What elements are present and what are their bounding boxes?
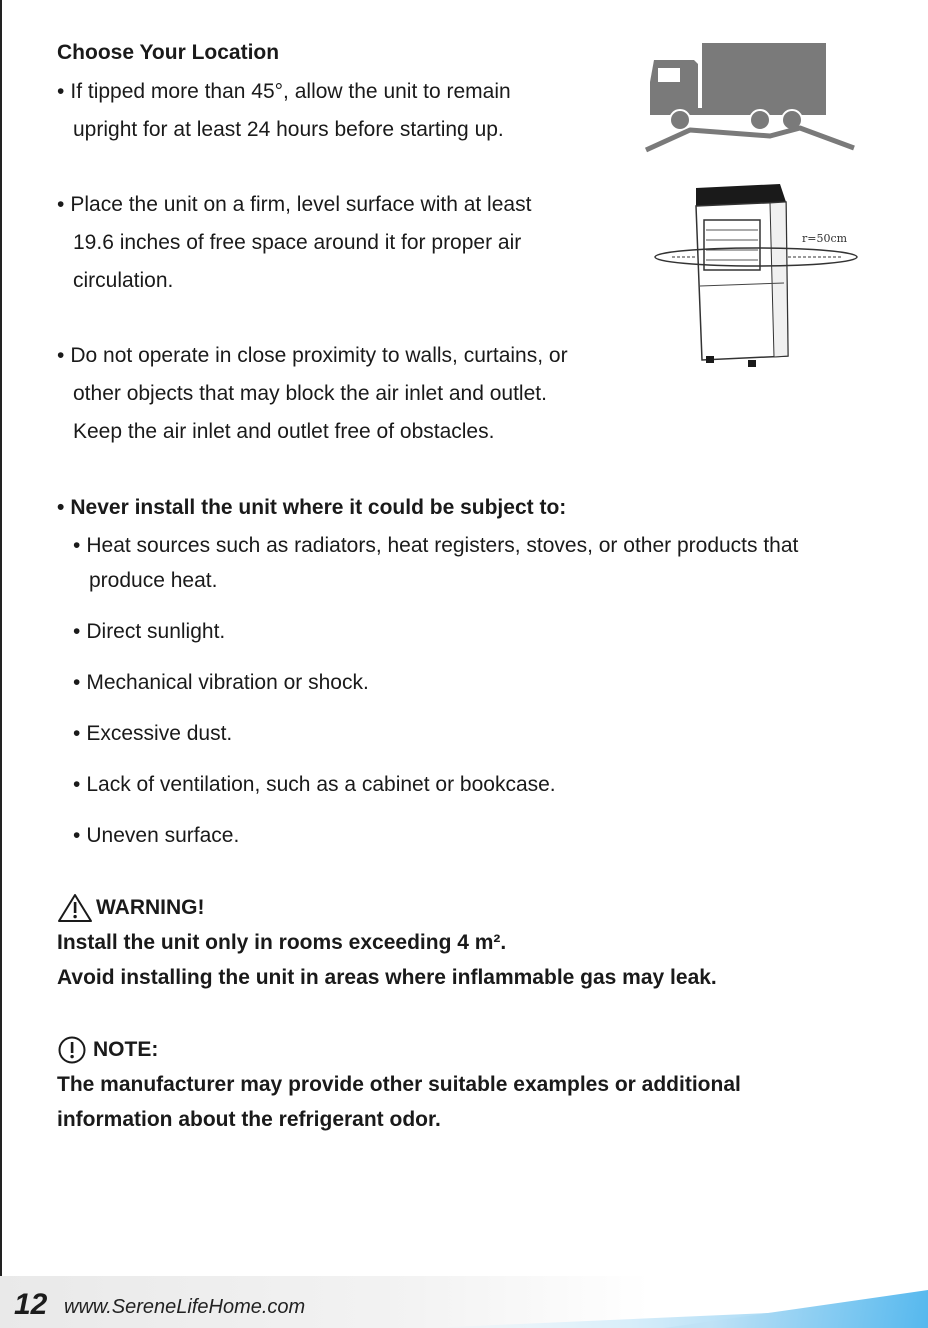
location-point-3-line-1: • Do not operate in close proximity to walls, curtains, or (57, 343, 568, 369)
location-point-2-line-2: 19.6 inches of free space around it for proper air (73, 231, 522, 254)
note-heading (57, 1035, 158, 1065)
page-number: 12 (14, 1288, 48, 1321)
note-line-2: information about the refrigerant odor. (57, 1108, 441, 1131)
warning-title: WARNING! (96, 896, 205, 919)
location-point-3-line-2: other objects that may block the air inlet and outlet. (73, 382, 547, 405)
never-install-item-heat-line-1: • Heat sources such as radiators, heat registers, stoves, or other products that (73, 533, 798, 559)
location-point-2-line-3: circulation. (73, 269, 174, 292)
warning-triangle-icon (57, 893, 93, 923)
note-title: NOTE: (93, 1038, 159, 1061)
never-install-item-sunlight: • Direct sunlight. (73, 619, 225, 645)
location-point-3-line-3: Keep the air inlet and outlet free of obstacles. (73, 420, 495, 443)
exclamation-circle-icon (57, 1035, 87, 1065)
portable-air-conditioner-icon (652, 180, 870, 376)
location-point-1-line-1: • If tipped more than 45°, allow the unit to remain (57, 79, 511, 105)
never-install-item-dust: • Excessive dust. (73, 721, 232, 747)
warning-line-2: Avoid installing the unit in areas where inflammable gas may leak. (57, 966, 717, 989)
never-install-item-vibration: • Mechanical vibration or shock. (73, 670, 369, 696)
truck-icon (640, 38, 860, 156)
never-install-item-ventilation: • Lack of ventilation, such as a cabinet or bookcase. (73, 772, 556, 798)
warning-line-1: Install the unit only in rooms exceeding 4 m². (57, 931, 507, 954)
warning-heading (57, 893, 205, 923)
website-url: www.SereneLifeHome.com (64, 1296, 306, 1318)
page-footer (0, 1268, 928, 1328)
location-point-2-line-1: • Place the unit on a firm, level surface with at least (57, 192, 531, 218)
radius-label: r=50cm (802, 232, 848, 245)
never-install-item-heat-line-2: produce heat. (89, 569, 218, 592)
never-install-item-uneven: • Uneven surface. (73, 823, 239, 849)
note-line-1: The manufacturer may provide other suitable examples or additional (57, 1073, 741, 1096)
location-point-1-line-2: upright for at least 24 hours before starting up. (73, 118, 504, 141)
section-heading: Choose Your Location (57, 41, 280, 64)
never-install-lead: • Never install the unit where it could be subject to: (57, 495, 566, 521)
